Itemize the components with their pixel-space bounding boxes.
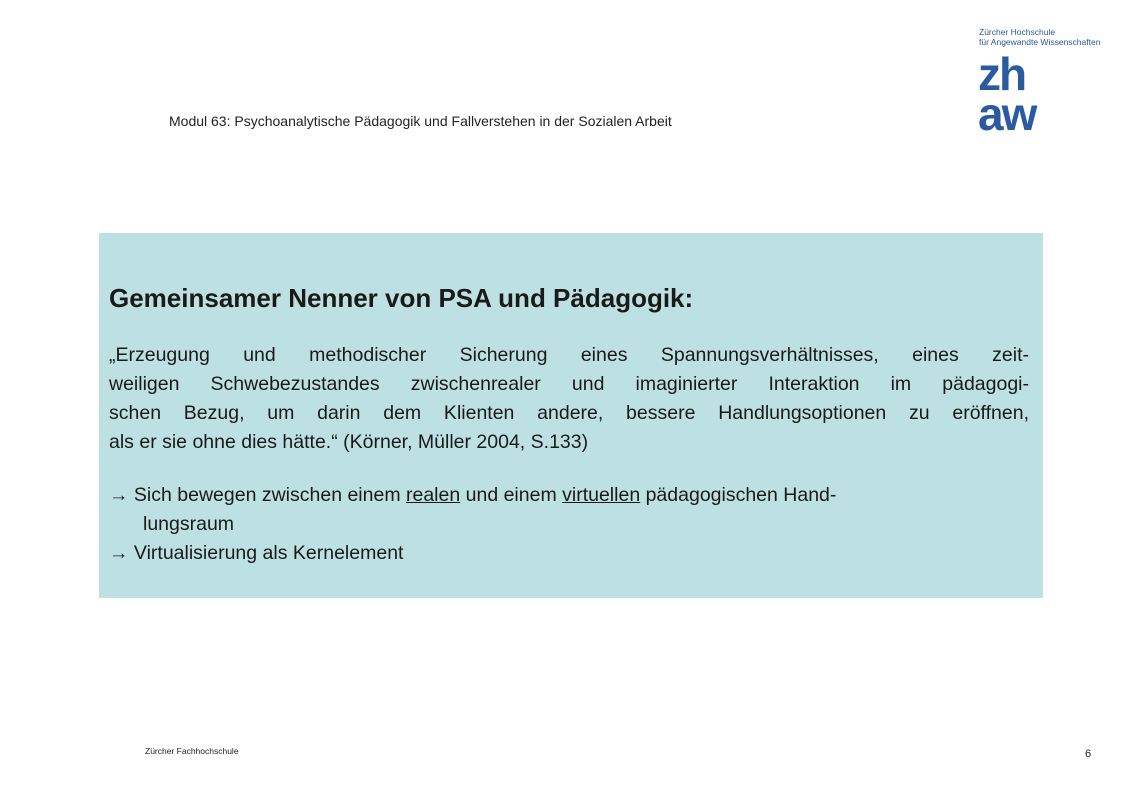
footer-institution: Zürcher Fachhochschule [145,746,239,756]
quote-line: „Erzeugung und methodischer Sicherung eines Spannungsverhältnisses, eines zeit- [109,344,1029,366]
bullet-text-suffix: pädagogischen Hand- [640,484,837,506]
module-title: Modul 63: Psychoanalytische Pädagogik und Fallverstehen in der Sozialen Arbeit [169,113,672,129]
bullet-continuation: lungsraum [143,513,235,535]
quote-line: schen Bezug, um darin dem Klienten andere, bessere Handlungsoptionen zu eröffnen, [109,402,1029,424]
bullet-text-prefix: Sich bewegen zwischen einem [128,484,406,506]
arrow-icon: → [109,542,129,564]
bullet-text-middle: und einem [460,484,563,506]
slide-heading: Gemeinsamer Nenner von PSA und Pädagogik: [109,283,694,313]
arrow-icon: → [109,484,129,506]
page-number: 6 [1085,748,1092,760]
logo-subtitle [979,27,1100,47]
quote-line: als er sie ohne dies hätte.“ (Körner, Müller 2004, S.133) [109,431,589,453]
zhaw-logo [978,48,1036,140]
logo-line-2: für Angewandte Wissenschaften [979,37,1101,47]
bullet-item [109,539,1009,568]
logo-line-1: Zürcher Hochschule [979,27,1056,37]
bullet-list [109,481,1009,568]
quote-line: weiligen Schwebezustandes zwischenrealer und imaginierter Interaktion im pädagogi- [109,373,1029,395]
underlined-word-virtuellen: virtuellen [562,484,641,506]
logo-mark-top: zh [978,48,1026,100]
logo-mark-bottom: aw [978,88,1036,140]
underlined-word-realen: realen [406,484,461,506]
bullet-text: Virtualisierung als Kernelement [128,542,404,564]
quote-block [109,341,1029,457]
bullet-item [109,481,1009,510]
